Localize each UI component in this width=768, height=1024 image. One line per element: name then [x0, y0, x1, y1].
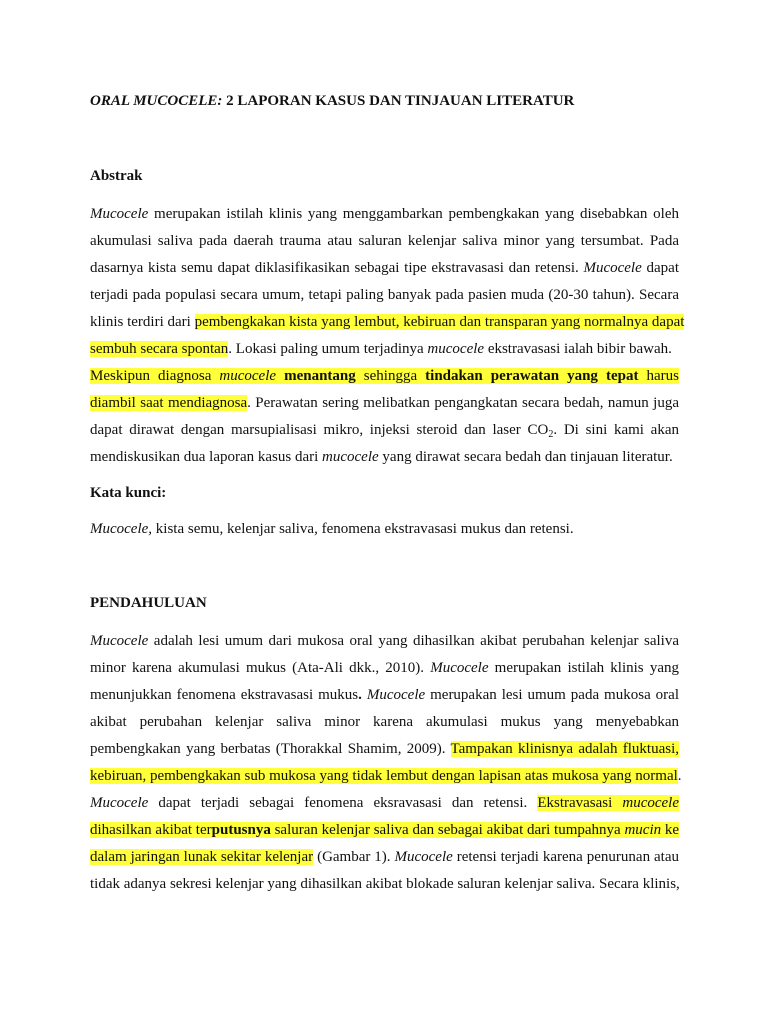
- text-span: retensi terjadi karena penurunan atau: [452, 849, 679, 865]
- text-span: merupakan lesi umum pada mukosa oral: [425, 687, 680, 703]
- text-span: pembengkakan yang berbatas (Thorakkal Shamim, 2009).: [90, 741, 451, 757]
- term-mucocele: Mucocele: [90, 633, 149, 649]
- term-mucocele: Mucocele: [583, 260, 642, 276]
- text-span: mendiskusikan dua laporan kasus dari: [90, 449, 323, 465]
- highlighted-text: diambil saat mendiagnosa: [90, 395, 248, 411]
- text-span: . Lokasi paling umum terjadinya: [228, 341, 428, 357]
- keywords-line: [90, 520, 679, 539]
- text-span: . Di sini kami akan: [553, 422, 679, 438]
- intro-line: tidak adanya sekresi kelenjar yang dihasilkan akibat blokade saluran kelenjar saliva. Secara klinis,: [90, 876, 680, 892]
- text-span: dapat: [641, 260, 679, 276]
- term-mucocele: Mucocele: [366, 687, 426, 703]
- term-mucin: mucin: [624, 822, 662, 838]
- text-span: harus: [638, 368, 679, 384]
- intro-line: [90, 740, 679, 759]
- abstract-line: [90, 448, 679, 467]
- intro-line: [90, 632, 679, 651]
- text-span: ekstravasasi ialah bibir bawah.: [484, 341, 672, 357]
- keywords-heading: Kata kunci:: [90, 485, 167, 501]
- intro-line: [90, 794, 679, 813]
- text-span: (Gambar 1).: [313, 849, 395, 865]
- intro-line: [90, 659, 679, 678]
- term-mucocele: Mucocele: [430, 660, 489, 676]
- text-span: adalah lesi umum dari mukosa oral yang dihasilkan akibat perubahan kelenjar saliva: [148, 633, 679, 649]
- bold-text: putusnya: [211, 822, 271, 838]
- highlighted-text: [90, 368, 679, 384]
- text-span: menunjukkan fenomena ekstravasasi mukus: [90, 687, 359, 703]
- highlighted-text: [537, 795, 679, 811]
- introduction-heading: PENDAHULUAN: [90, 595, 207, 611]
- text-span: ke: [661, 822, 680, 838]
- text-span: dapat dirawat dengan marsupialisasi mikro, injeksi steroid dan laser CO: [90, 422, 549, 438]
- term-mucocele: mucocele: [622, 795, 679, 811]
- text-span: klinis terdiri dari: [90, 314, 195, 330]
- text-span: Meskipun diagnosa: [90, 368, 220, 384]
- abstract-line: [90, 394, 679, 413]
- abstract-line: [90, 205, 679, 224]
- text-span: dihasilkan akibat ter: [90, 822, 212, 838]
- title-italic: ORAL MUCOCELE:: [90, 93, 223, 109]
- term-mucocele: Mucocele: [394, 849, 453, 865]
- title-rest: 2 LAPORAN KASUS DAN TINJAUAN LITERATUR: [222, 93, 575, 109]
- highlighted-text: pembengkakan kista yang lembut, kebiruan dan transparan yang normalnya dapat: [194, 314, 685, 330]
- text-span: dapat terjadi sebagai fenomena eksravasasi dan retensi.: [148, 795, 538, 811]
- highlighted-text: kebiruan, pembengkakan sub mukosa yang tidak lembut dengan lapisan atas mukosa yang normal: [90, 768, 678, 784]
- term-mucocele: Mucocele: [90, 795, 149, 811]
- text-span: .: [677, 768, 682, 784]
- text-span: minor karena akumulasi mukus (Ata-Ali dkk., 2010).: [90, 660, 431, 676]
- text-span: [276, 368, 284, 384]
- text-span: yang dirawat secara bedah dan tinjauan literatur.: [378, 449, 673, 465]
- highlighted-text: sembuh secara spontan: [90, 341, 229, 357]
- abstract-line: [90, 421, 679, 440]
- text-span: merupakan istilah klinis yang menggambarkan pembengkakan yang disebabkan oleh: [148, 206, 679, 222]
- text-span: kista semu, kelenjar saliva, fenomena ekstravasasi mukus dan retensi.: [152, 521, 574, 537]
- bold-text: .: [358, 687, 367, 703]
- intro-line: [90, 821, 679, 840]
- bold-text: menantang: [284, 368, 356, 384]
- abstract-heading: Abstrak: [90, 168, 143, 184]
- highlighted-text: Tampakan klinisnya adalah fluktuasi,: [450, 741, 679, 757]
- document-title: [90, 93, 574, 110]
- bold-text: tindakan perawatan yang tepat: [425, 368, 639, 384]
- text-span: . Perawatan sering melibatkan pengangkatan secara bedah, namun juga: [247, 395, 679, 411]
- abstract-line: [90, 367, 679, 386]
- subscript: 2: [548, 429, 554, 440]
- text-span: sehingga: [355, 368, 426, 384]
- abstract-line: [90, 340, 679, 359]
- intro-line: akibat perubahan kelenjar saliva minor karena akumulasi mukus yang menyebabkan: [90, 714, 679, 730]
- text-span: merupakan istilah klinis yang: [488, 660, 679, 676]
- intro-line: [90, 686, 679, 705]
- highlighted-text: dalam jaringan lunak sekitar kelenjar: [90, 849, 314, 865]
- term-mucocele: Mucocele,: [90, 521, 153, 537]
- abstract-line: akumulasi saliva pada daerah trauma atau saluran kelenjar saliva minor yang tersumbat. Pada: [90, 233, 679, 249]
- intro-line: [90, 767, 682, 786]
- intro-line: [90, 848, 679, 867]
- abstract-line: terjadi pada populasi secara umum, tetapi paling banyak pada pasien muda (20-30 tahun). Secara: [90, 287, 679, 303]
- term-mucocele: mucocele: [219, 368, 277, 384]
- term-mucocele: mucocele: [427, 341, 485, 357]
- term-mucocele: Mucocele: [90, 206, 149, 222]
- text-span: Ekstravasasi: [537, 795, 623, 811]
- text-span: saluran kelenjar saliva dan sebagai akibat dari tumpahnya: [270, 822, 625, 838]
- abstract-line: [90, 259, 679, 278]
- highlighted-text: [90, 822, 679, 838]
- term-mucocele: mucocele: [322, 449, 379, 465]
- text-span: dasarnya kista semu dapat diklasifikasikan sebagai tipe ekstravasasi dan retensi.: [90, 260, 584, 276]
- abstract-line: [90, 313, 685, 332]
